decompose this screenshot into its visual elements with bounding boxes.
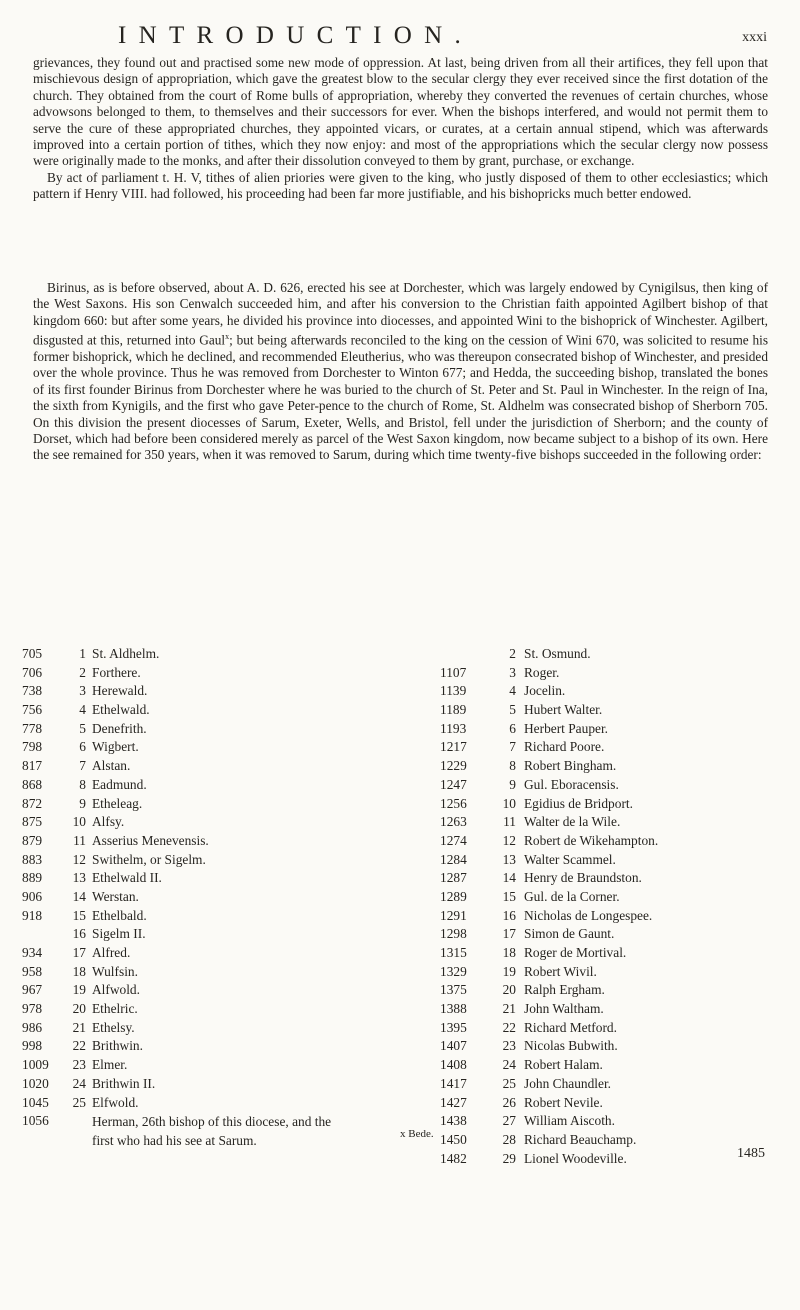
bishop-row xyxy=(440,702,780,721)
bishop-name: Lionel Woodeville. xyxy=(524,1150,627,1166)
bishop-row xyxy=(440,982,780,1001)
bishop-num: 12 xyxy=(72,851,86,867)
bishop-num: 4 xyxy=(509,683,516,699)
bishop-year: 883 xyxy=(22,851,43,867)
bishop-name: Roger de Mortival. xyxy=(524,945,627,960)
bishop-row xyxy=(440,964,780,983)
bishop-row xyxy=(22,889,442,908)
bishop-row xyxy=(22,1057,442,1076)
bishop-name: Asserius Menevensis. xyxy=(92,832,209,848)
bishop-name: Herman, 26th bishop of this diocese, and the first who had his see at Sarum. xyxy=(92,1114,332,1148)
bishop-year: 868 xyxy=(22,776,43,792)
bishop-row xyxy=(440,796,780,815)
bishop-row xyxy=(22,852,442,871)
bishop-year: 1139 xyxy=(440,683,467,699)
bishop-name: Roger. xyxy=(524,664,560,680)
bishop-num: 6 xyxy=(509,720,516,736)
bishop-year: 1450 xyxy=(440,1131,467,1147)
bishop-year: 778 xyxy=(22,720,43,736)
bishop-row xyxy=(440,833,780,852)
bishop-name: Robert Bingham. xyxy=(524,758,617,774)
bishop-name: Robert de Wikehampton. xyxy=(524,832,659,848)
bishop-year: 1274 xyxy=(440,832,467,848)
bishop-row xyxy=(22,1113,442,1150)
bishop-num: 22 xyxy=(72,1038,86,1054)
bishop-year: 1395 xyxy=(440,1019,467,1035)
bishop-name: Ethelwald II. xyxy=(92,870,162,886)
bishop-year: 1189 xyxy=(440,702,467,718)
bishop-num: 7 xyxy=(79,758,86,774)
bishop-name: Robert Nevile. xyxy=(524,1094,603,1110)
page-header xyxy=(0,22,800,52)
bishop-num: 6 xyxy=(79,739,86,755)
bishop-name: Sigelm II. xyxy=(92,926,146,942)
bishop-num: 14 xyxy=(72,888,86,904)
bishop-row xyxy=(440,908,780,927)
bishop-row xyxy=(22,964,442,983)
footnote-mark: x xyxy=(225,332,230,342)
bishop-num: 25 xyxy=(72,1094,86,1110)
bishop-year: 1217 xyxy=(440,739,467,755)
bishop-name: Ethelsy. xyxy=(92,1019,135,1035)
bishop-row xyxy=(440,1057,780,1076)
bishop-name: Etheleag. xyxy=(92,795,143,811)
bishop-row xyxy=(440,1001,780,1020)
bishop-row xyxy=(22,1020,442,1039)
bishop-num: 10 xyxy=(502,795,516,811)
bishop-num: 10 xyxy=(72,814,86,830)
bishop-year: 875 xyxy=(22,814,43,830)
bishop-year: 1289 xyxy=(440,888,467,904)
bishop-row xyxy=(440,758,780,777)
bishop-year: 1408 xyxy=(440,1057,467,1073)
bishop-year: 1438 xyxy=(440,1113,467,1129)
bishop-name: Alstan. xyxy=(92,758,131,774)
bishop-name: Forthere. xyxy=(92,664,141,680)
bishop-year: 934 xyxy=(22,945,43,960)
bishop-num: 18 xyxy=(502,945,516,960)
catchword: 1485 xyxy=(737,1146,765,1161)
bishop-year: 1045 xyxy=(22,1094,49,1110)
bishop-year: 1315 xyxy=(440,945,467,960)
bishop-name: Ethelwald. xyxy=(92,702,150,718)
bishop-name: Robert Wivil. xyxy=(524,963,597,979)
bishop-row xyxy=(440,646,780,665)
bishop-num: 20 xyxy=(72,1001,86,1017)
bishop-num: 17 xyxy=(72,945,86,960)
bishop-row xyxy=(22,926,442,945)
bishop-name: Gul. de la Corner. xyxy=(524,888,620,904)
bishop-row xyxy=(440,926,780,945)
bishop-num: 9 xyxy=(79,795,86,811)
bishop-num: 23 xyxy=(72,1057,86,1073)
bishop-name: Henry de Braundston. xyxy=(524,870,642,886)
bishop-num: 19 xyxy=(72,982,86,998)
bishop-row xyxy=(22,945,442,964)
bishop-row xyxy=(22,739,442,758)
bishop-name: Hubert Walter. xyxy=(524,702,603,718)
bishop-name: Richard Metford. xyxy=(524,1019,617,1035)
paragraph-text: grievances, they found out and practised some new mode of oppression. At last, being driven from all their artifices, they fell upon that mischievous design of appropriation, which gave the greatest blow to the secular clergy they ever received since the first dotation of the church. They obtained from the court of Rome bulls of appropriation, whereby they converted the revenues of certain churches, whose advowsons belonged to them, to themselves and their successors for ever. When the bishops interfered, and would not permit them to serve the cure of these appropriated churches, they appointed vicars, or curates, at a certain annual stipend, which was afterwards improved into a certain portion of tithes, which they now enjoy: and most of the appropriations which the secular clergy now possess were originally made to the monks, and after their dissolution conveyed to them by grant, purchase, or exchange. xyxy=(33,55,768,169)
bishop-year: 1009 xyxy=(22,1057,49,1073)
bishop-name: Brithwin. xyxy=(92,1038,143,1054)
bishop-year: 756 xyxy=(22,702,43,718)
bishop-row xyxy=(440,1151,780,1170)
bishop-year: 705 xyxy=(22,646,43,661)
bishop-year: 1375 xyxy=(440,982,467,998)
bishop-name: St. Osmund. xyxy=(524,646,591,661)
bishop-row xyxy=(440,665,780,684)
bishop-name: Herewald. xyxy=(92,683,148,699)
bishop-row xyxy=(22,814,442,833)
bishop-name: Ralph Ergham. xyxy=(524,982,605,998)
paragraph-text: Birinus, as is before observed, about A. D. 626, erected his see at Dorchester, which was largely endowed by Cynigilsus, then king of the West Saxons. His son Cenwalch succeeded him, and after his conversion to the Christian faith appointed Agilbert bishop of that kingdom 660: but after some years, he divided his province into diocesses, and appointed Wini to the bishoprick of Winchester. Agilbert, disgusted at this, returned into Gaul xyxy=(33,280,768,348)
bishop-num: 17 xyxy=(502,926,516,942)
bishop-year: 1291 xyxy=(440,907,467,923)
bishop-row xyxy=(440,739,780,758)
bishops-list-sarum xyxy=(440,646,780,1169)
bishop-num: 24 xyxy=(502,1057,516,1073)
bishop-year: 1020 xyxy=(22,1075,49,1091)
page-number: xxxi xyxy=(742,30,767,45)
bishop-name: Alfwold. xyxy=(92,982,140,998)
bishop-num: 27 xyxy=(502,1113,516,1129)
bishop-num: 16 xyxy=(502,907,516,923)
bishop-year: 978 xyxy=(22,1001,43,1017)
bishop-name: Werstan. xyxy=(92,888,139,904)
bishop-name: John Chaundler. xyxy=(524,1075,612,1091)
bishop-name: Alfred. xyxy=(92,945,131,960)
bishop-num: 12 xyxy=(502,832,516,848)
bishop-row xyxy=(440,1020,780,1039)
bishop-year: 879 xyxy=(22,832,43,848)
bishop-row xyxy=(440,870,780,889)
bishop-year: 706 xyxy=(22,664,43,680)
bishop-name: Eadmund. xyxy=(92,776,147,792)
bishop-year: 889 xyxy=(22,870,43,886)
bishop-row xyxy=(22,833,442,852)
bishop-row xyxy=(440,814,780,833)
bishop-name: Denefrith. xyxy=(92,720,147,736)
bishop-year: 958 xyxy=(22,963,43,979)
bishop-row xyxy=(22,721,442,740)
bishop-year: 1263 xyxy=(440,814,467,830)
bishop-num: 2 xyxy=(79,664,86,680)
bishop-num: 15 xyxy=(72,907,86,923)
bishop-row xyxy=(440,721,780,740)
bishop-num: 8 xyxy=(79,776,86,792)
paragraph-birinus xyxy=(33,280,768,464)
bishop-name: Jocelin. xyxy=(524,683,566,699)
bishop-name: Alfsy. xyxy=(92,814,125,830)
bishop-row xyxy=(22,777,442,796)
bishop-year: 1247 xyxy=(440,776,467,792)
bishop-year: 918 xyxy=(22,907,43,923)
bishop-num: 3 xyxy=(79,683,86,699)
bishop-name: Nicholas de Longespee. xyxy=(524,907,653,923)
bishop-year: 967 xyxy=(22,982,43,998)
bishop-row xyxy=(440,777,780,796)
bishop-name: William Aiscoth. xyxy=(524,1113,615,1129)
bishop-num: 19 xyxy=(502,963,516,979)
bishop-row xyxy=(440,1038,780,1057)
bishop-num: 15 xyxy=(502,888,516,904)
bishop-year: 1417 xyxy=(440,1075,467,1091)
bishop-row xyxy=(22,870,442,889)
bishop-name: Brithwin II. xyxy=(92,1075,156,1091)
bishop-num: 16 xyxy=(72,926,86,942)
bishop-num: 4 xyxy=(79,702,86,718)
bishop-name: Herbert Pauper. xyxy=(524,720,609,736)
bishop-num: 7 xyxy=(509,739,516,755)
bishop-row xyxy=(440,1076,780,1095)
bishop-year: 1284 xyxy=(440,851,467,867)
bishop-year: 1229 xyxy=(440,758,467,774)
bishop-num: 25 xyxy=(502,1075,516,1091)
bishop-name: Wigbert. xyxy=(92,739,139,755)
bishop-row xyxy=(22,758,442,777)
bishop-name: Richard Beauchamp. xyxy=(524,1131,637,1147)
page-title: INTRODUCTION. xyxy=(118,22,474,49)
paragraph-appropriation xyxy=(33,55,768,203)
bishop-row xyxy=(22,646,442,665)
bishop-row xyxy=(440,1132,780,1151)
bishop-num: 29 xyxy=(502,1150,516,1166)
bishop-name: Nicolas Bubwith. xyxy=(524,1038,618,1054)
bishop-year: 1056 xyxy=(22,1113,49,1129)
bishop-num: 11 xyxy=(503,814,516,830)
bishop-year: 1482 xyxy=(440,1150,467,1166)
bishop-num: 23 xyxy=(502,1038,516,1054)
bishop-num: 5 xyxy=(79,720,86,736)
bishop-num: 22 xyxy=(502,1019,516,1035)
bishop-row xyxy=(440,889,780,908)
bishop-name: Wulfsin. xyxy=(92,963,138,979)
bishop-num: 21 xyxy=(502,1001,516,1017)
bishop-num: 24 xyxy=(72,1075,86,1091)
bishop-num: 13 xyxy=(72,870,86,886)
bishop-row xyxy=(22,1095,442,1114)
bishop-year: 1329 xyxy=(440,963,467,979)
bishop-name: St. Aldhelm. xyxy=(92,646,160,661)
bishop-num: 13 xyxy=(502,851,516,867)
bishop-name: Elmer. xyxy=(92,1057,128,1073)
bishop-num: 9 xyxy=(509,776,516,792)
bishop-num: 14 xyxy=(502,870,516,886)
bishop-row xyxy=(440,945,780,964)
footnote: x Bede. xyxy=(400,1128,434,1140)
bishop-year: 1388 xyxy=(440,1001,467,1017)
bishops-list-sherborn xyxy=(22,646,442,1151)
bishop-num: 2 xyxy=(509,646,516,661)
bishop-name: Egidius de Bridport. xyxy=(524,795,633,811)
bishop-row xyxy=(440,852,780,871)
bishop-num: 21 xyxy=(72,1019,86,1035)
bishop-name: Walter Scammel. xyxy=(524,851,616,867)
bishop-name: Simon de Gaunt. xyxy=(524,926,615,942)
bishop-name: Ethelbald. xyxy=(92,907,147,923)
bishop-row xyxy=(22,665,442,684)
bishop-year: 906 xyxy=(22,888,43,904)
bishop-year: 1193 xyxy=(440,720,467,736)
bishop-name: Gul. Eboracensis. xyxy=(524,776,619,792)
paragraph-text-continued: ; but being afterwards reconciled to the king on the cession of Wini 670, was solicited to resume his former bishoprick, which he declined, and recommended Eleutherius, who was thereupon consecrated bishop of Winchester, and presided over the whole province. Thus he was removed from Dorchester to Winton 677; and Hedda, the succeeding bishop, translated the bones of its first founder Birinus from Dorchester where he was buried to the church of St. Peter and St. Paul in Winchester. In the reign of Ina, the sixth from Kynigils, and the first who gave Peter-pence to the church of Rome, St. Aldhelm was consecrated bishop of Sherborn 705. On this division the present diocesses of Sarum, Exeter, Wells, and Bristol, fell under the jurisdiction of Sherborn; and the county of Dorset, which had before been considered merely as parcel of the West Saxon kingdom, now became subject to a bishop of its own. Here the see remained for 350 years, when it was removed to Sarum, during which time twenty-five bishops succeeded in the following order: xyxy=(33,332,768,463)
bishop-year: 986 xyxy=(22,1019,43,1035)
bishop-year: 1107 xyxy=(440,664,467,680)
paragraph-text-alien-priories: By act of parliament t. H. V, tithes of alien priories were given to the king, who justly disposed of them to other ecclesiastics; which pattern if Henry VIII. had followed, his proceeding had been far more justifiable, and his bishopricks much better endowed. xyxy=(33,169,768,202)
bishop-year: 738 xyxy=(22,683,43,699)
bishop-num: 26 xyxy=(502,1094,516,1110)
bishop-num: 8 xyxy=(509,758,516,774)
bishop-name: John Waltham. xyxy=(524,1001,604,1017)
bishop-row xyxy=(440,683,780,702)
bishop-row xyxy=(22,796,442,815)
bishop-year: 798 xyxy=(22,739,43,755)
bishop-num: 3 xyxy=(509,664,516,680)
bishop-row xyxy=(22,1001,442,1020)
bishop-year: 1298 xyxy=(440,926,467,942)
bishop-num: 28 xyxy=(502,1131,516,1147)
bishop-year: 1256 xyxy=(440,795,467,811)
bishop-name: Robert Halam. xyxy=(524,1057,603,1073)
bishop-name: Walter de la Wile. xyxy=(524,814,621,830)
bishop-year: 998 xyxy=(22,1038,43,1054)
bishop-name: Richard Poore. xyxy=(524,739,605,755)
bishop-name: Ethelric. xyxy=(92,1001,138,1017)
bishop-row xyxy=(22,1038,442,1057)
bishop-row xyxy=(22,1076,442,1095)
bishop-row xyxy=(22,908,442,927)
bishop-num: 18 xyxy=(72,963,86,979)
bishop-row xyxy=(440,1095,780,1114)
bishop-num: 20 xyxy=(502,982,516,998)
bishop-num: 5 xyxy=(509,702,516,718)
bishop-row xyxy=(440,1113,780,1132)
bishop-num: 1 xyxy=(79,646,86,661)
bishop-name: Elfwold. xyxy=(92,1094,139,1110)
bishop-num: 11 xyxy=(73,832,86,848)
bishop-year: 817 xyxy=(22,758,43,774)
bishop-row xyxy=(22,982,442,1001)
bishop-name: Swithelm, or Sigelm. xyxy=(92,851,206,867)
bishop-year: 872 xyxy=(22,795,43,811)
bishop-row xyxy=(22,683,442,702)
bishop-year: 1427 xyxy=(440,1094,467,1110)
bishop-row xyxy=(22,702,442,721)
bishop-year: 1407 xyxy=(440,1038,467,1054)
bishop-year: 1287 xyxy=(440,870,467,886)
